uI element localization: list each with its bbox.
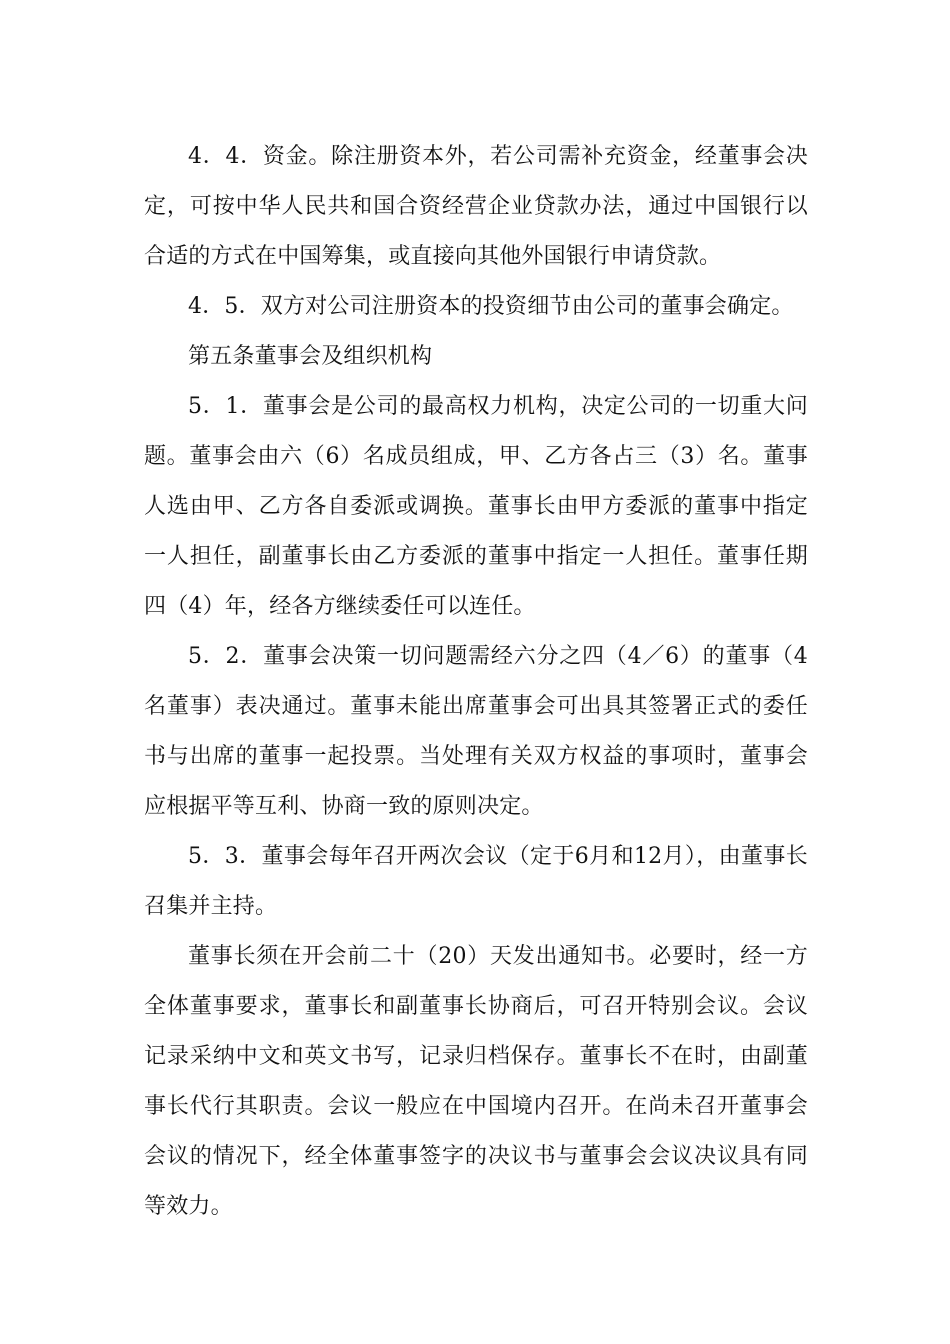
paragraph-4-4-funds: 4．4．资金。除注册资本外，若公司需补充资金，经董事会决定，可按中华人民共和国合资经营企业贷款办法，通过中国银行以合适的方式在中国筹集，或直接向其他外国银行申请贷款。 bbox=[144, 144, 808, 269]
document-body bbox=[144, 132, 808, 1232]
paragraph-5-1-board-authority: 5．1．董事会是公司的最高权力机构，决定公司的一切重大问题。董事会由六（6）名成员组成，甲、乙方各占三（3）名。董事人选由甲、乙方各自委派或调换。董事长由甲方委派的董事中指定一人担任，副董事长由乙方委派的董事中指定一人担任。董事任期四（4）年，经各方继续委任可以连任。 bbox=[144, 394, 808, 619]
paragraph-5-2-board-voting: 5．2．董事会决策一切问题需经六分之四（4／6）的董事（4名董事）表决通过。董事未能出席董事会可出具其签署正式的委任书与出席的董事一起投票。当处理有关双方权益的事项时，董事会应根据平等互利、协商一致的原则决定。 bbox=[144, 644, 808, 819]
paragraph-5-3-board-meetings: 5．3．董事会每年召开两次会议（定于6月和12月），由董事长召集并主持。 bbox=[144, 844, 808, 919]
paragraph-4-5-investment-details: 4．5．双方对公司注册资本的投资细节由公司的董事会确定。 bbox=[188, 294, 794, 319]
section-heading-article-5: 第五条董事会及组织机构 bbox=[188, 344, 433, 369]
paragraph-meeting-notice: 董事长须在开会前二十（20）天发出通知书。必要时，经一方全体董事要求，董事长和副董事长协商后，可召开特别会议。会议记录采纳中文和英文书写，记录归档保存。董事长不在时，由副董事长代行其职责。会议一般应在中国境内召开。在尚未召开董事会会议的情况下，经全体董事签字的决议书与董事会会议决议具有同等效力。 bbox=[144, 944, 808, 1219]
